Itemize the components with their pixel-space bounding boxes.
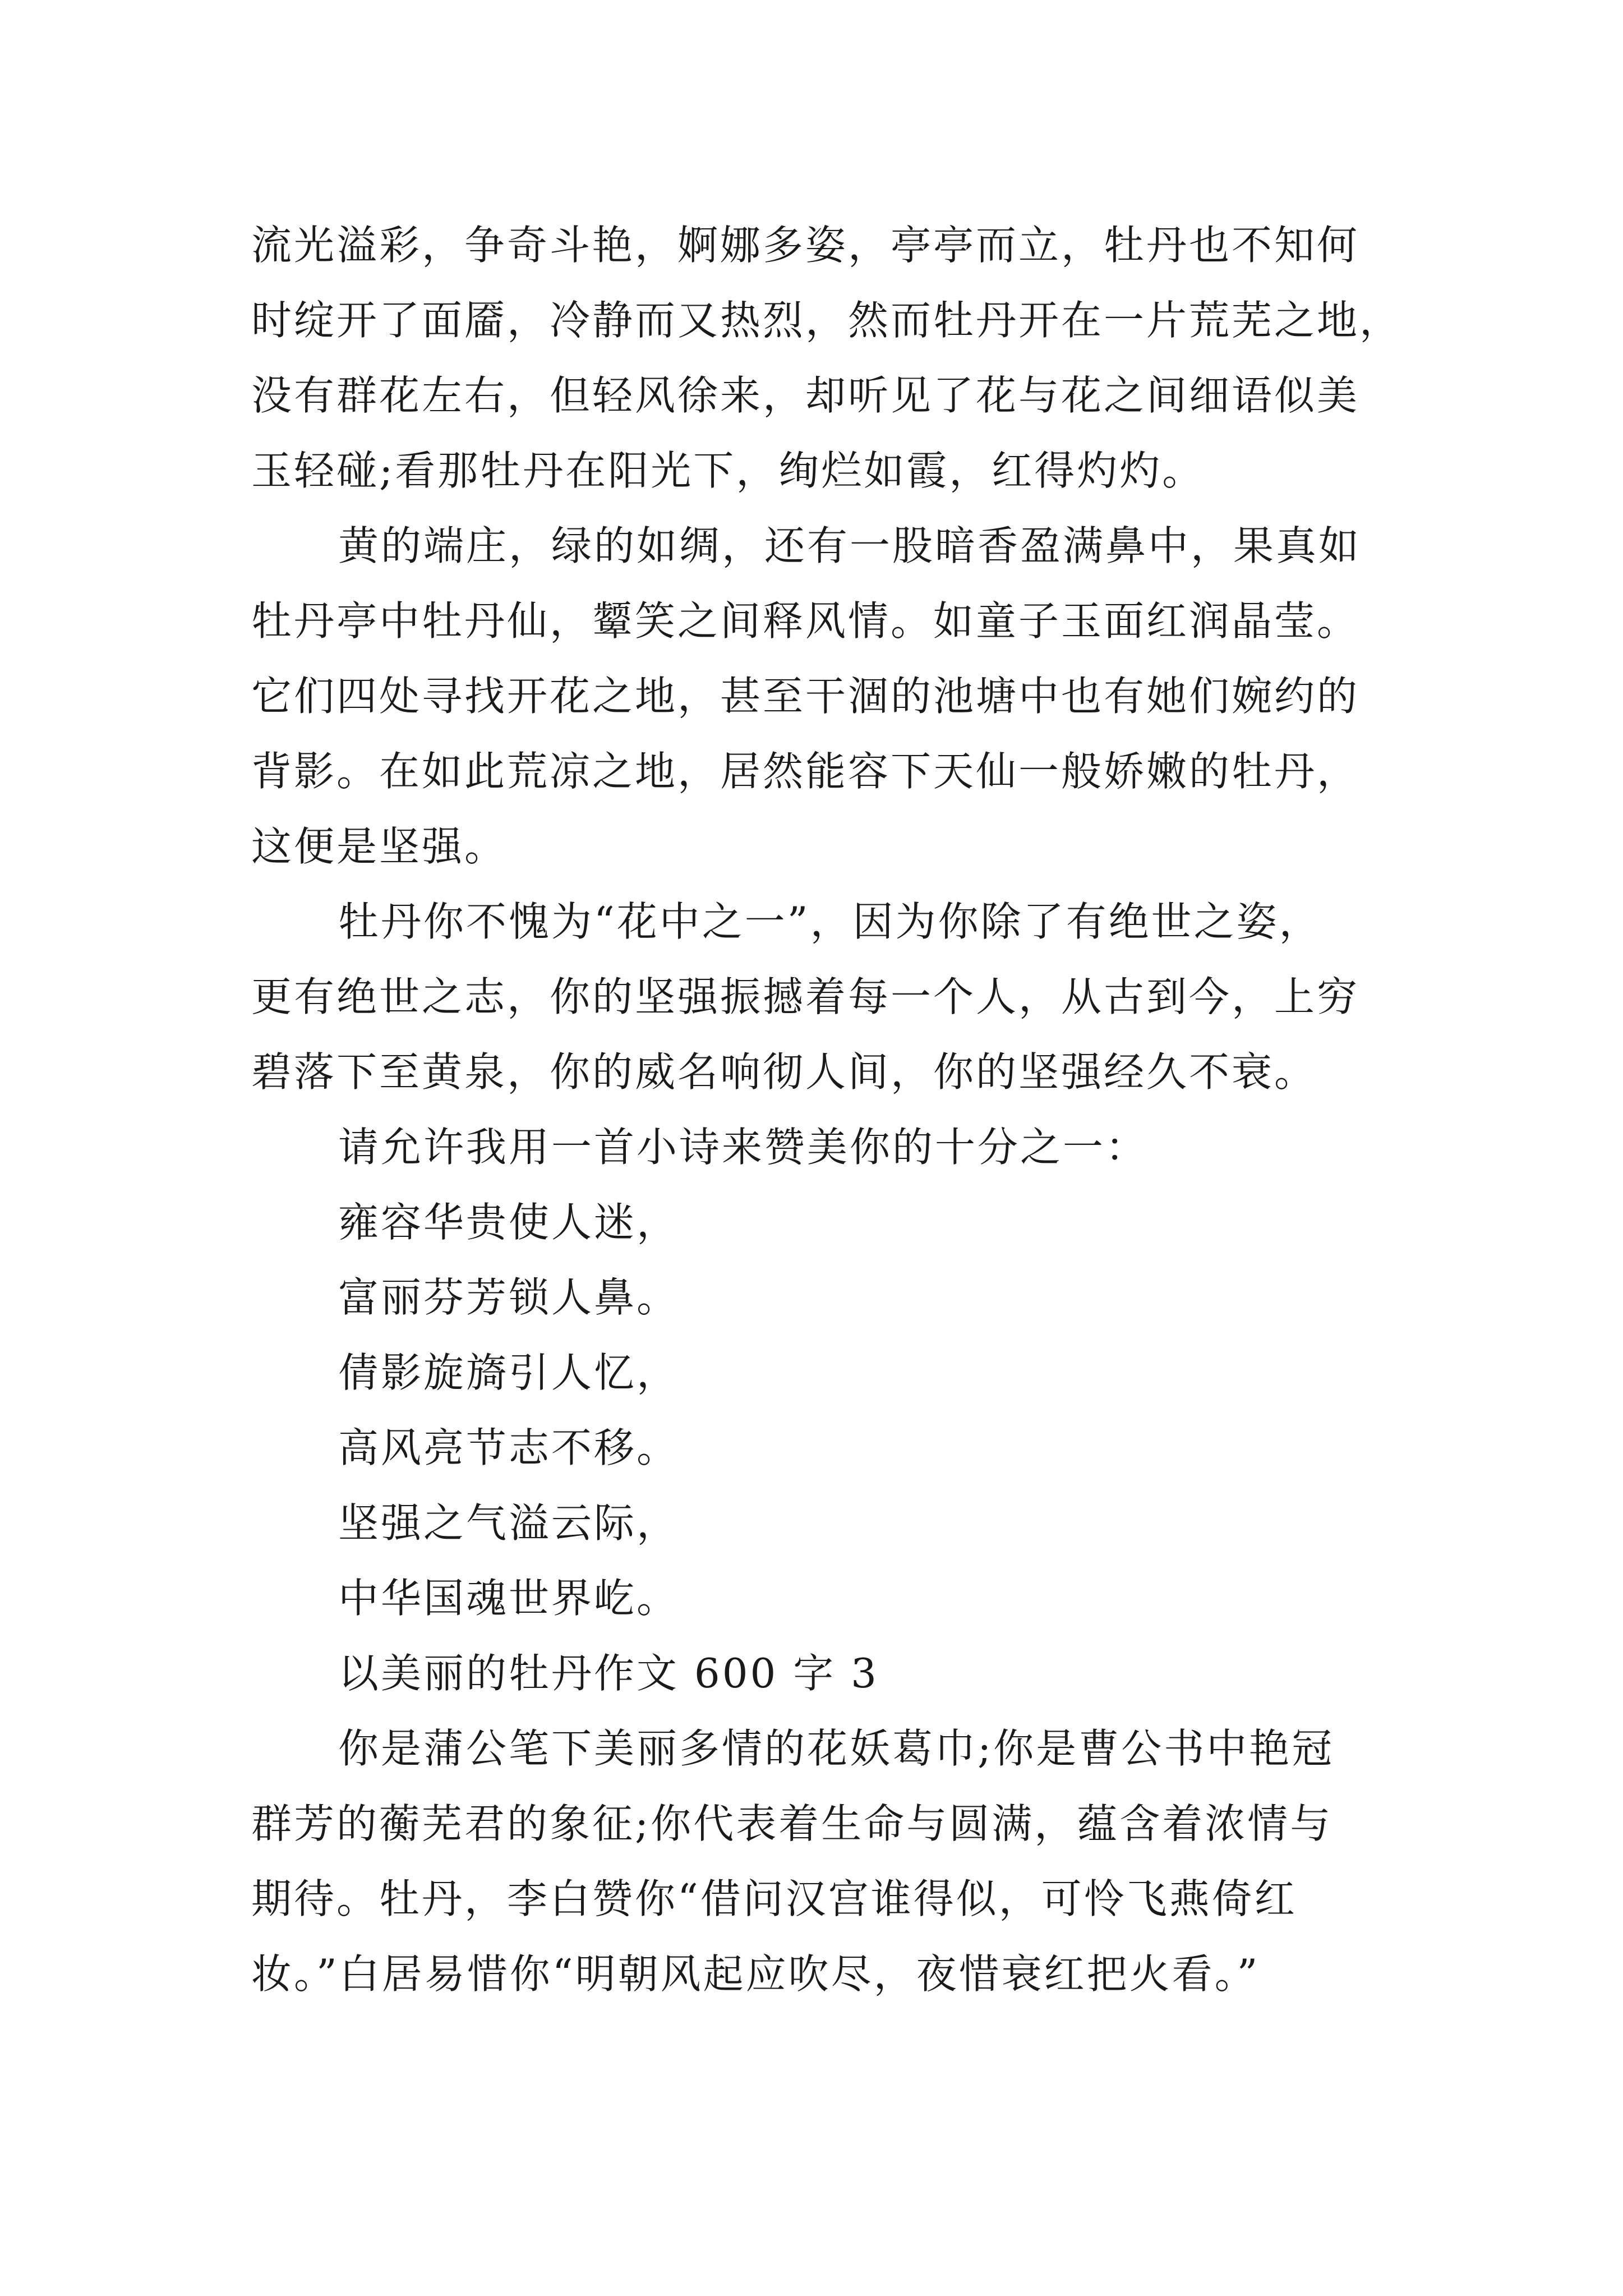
paragraph (251, 508, 1401, 884)
poem-line: 富丽芬芳锁人鼻。 (338, 1274, 680, 1321)
text-line: 背影。在如此荒凉之地，居然能容下天仙一般娇嫩的牡丹， (251, 748, 1360, 795)
text-line: 群芳的蘅芜君的象征;你代表着生命与圆满，蕴含着浓情与 (251, 1800, 1333, 1847)
text-line: 更有绝世之志，你的坚强振撼着每一个人，从古到今，上穷 (251, 973, 1360, 1020)
text-line: 玉轻碰;看那牡丹在阳光下，绚烂如霞，红得灼灼。 (251, 447, 1205, 494)
text-line: 它们四处寻找开花之地，甚至干涸的池塘中也有她们婉约的 (251, 673, 1360, 720)
poem-line: 高风亮节志不移。 (338, 1424, 680, 1471)
section-heading: 以美丽的牡丹作文 600 字 3 (338, 1650, 879, 1697)
poem (251, 1185, 1401, 1636)
poem-line: 雍容华贵使人迷， (338, 1199, 680, 1246)
text-line: 牡丹亭中牡丹仙，颦笑之间释风情。如童子玉面红润晶莹。 (251, 597, 1360, 645)
text-line: 时绽开了面靥，冷静而又热烈，然而牡丹开在一片荒芜之地， (251, 297, 1403, 344)
text-line: 没有群花左右，但轻风徐来，却听见了花与花之间细语似美 (251, 372, 1360, 419)
text-line: 流光溢彩，争奇斗艳，婀娜多姿，亭亭而立，牡丹也不知何 (251, 222, 1360, 269)
paragraph (251, 208, 1401, 508)
document-body (251, 208, 1401, 2012)
paragraph (251, 1711, 1401, 2012)
text-line: 黄的端庄，绿的如绸，还有一股暗香盈满鼻中，果真如 (338, 522, 1362, 569)
text-line: 你是蒲公笔下美丽多情的花妖葛巾;你是曹公书中艳冠 (338, 1725, 1335, 1772)
text-line: 妆。”白居易惜你“明朝风起应吹尽，夜惜衰红把火看。” (251, 1950, 1260, 1998)
text-line: 请允许我用一首小诗来赞美你的十分之一： (338, 1124, 1149, 1171)
text-line: 牡丹你不愧为“花中之一”，因为你除了有绝世之姿， (338, 898, 1322, 945)
paragraph (251, 884, 1401, 1110)
text-line: 碧落下至黄泉，你的威名响彻人间，你的坚强经久不衰。 (251, 1048, 1317, 1096)
text-line: 期待。牡丹，李白赞你“借问汉宫谁得似，可怜飞燕倚红 (251, 1875, 1297, 1922)
poem-line: 中华国魂世界屹。 (338, 1575, 680, 1622)
poem-line: 倩影旋旖引人忆， (338, 1349, 680, 1396)
poem-line: 坚强之气溢云际， (338, 1499, 680, 1547)
text-line: 这便是坚强。 (251, 823, 508, 870)
paragraph (251, 1110, 1401, 1185)
